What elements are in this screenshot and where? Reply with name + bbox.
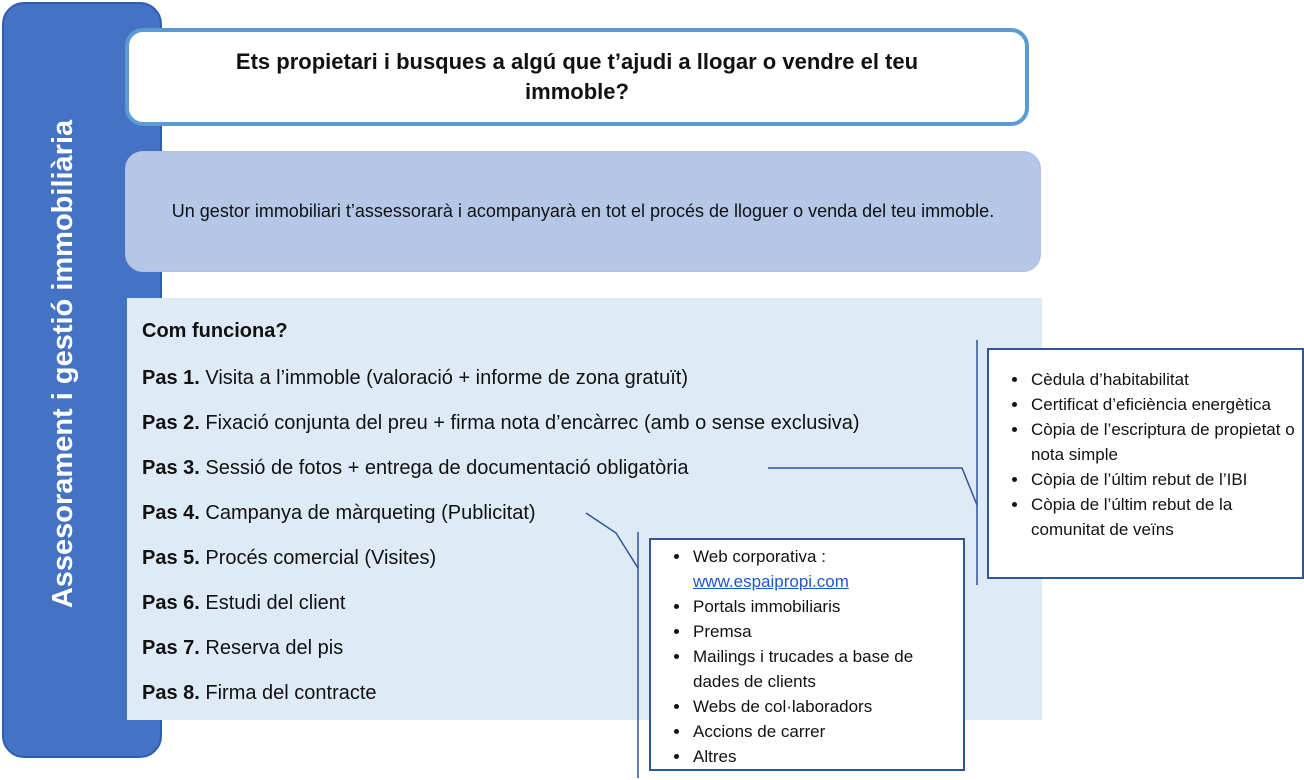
step-text: Sessió de fotos + entrega de documentació obligatòria (199, 457, 689, 479)
docs-callout-leader (768, 468, 977, 505)
list-item: • Cèdula d’habitabilitat (1029, 367, 1302, 392)
list-item: • Certificat d’eficiència energètica (1029, 392, 1302, 417)
step-label: Pas 4. (142, 502, 200, 524)
step-text: Fixació conjunta del preu + firma nota d’encàrrec (amb o sense exclusiva) (199, 412, 860, 434)
step-text: Procés comercial (Visites) (199, 547, 437, 569)
marketing-callout (649, 538, 965, 771)
step-label: Pas 2. (142, 412, 200, 434)
list-item: • Còpia de l’escriptura de propietat o nota simple (1029, 417, 1302, 467)
media-callout-leader (586, 513, 638, 568)
step-label: Pas 3. (142, 457, 200, 479)
list-item-web (691, 544, 963, 594)
list-item: • Mailings i trucades a base de dades de clients (691, 644, 963, 694)
intro-text: Un gestor immobiliari t’assessorarà i acompanyarà en tot el procés de lloguer o venda del teu immoble. (171, 201, 995, 221)
list-item: • Còpia de l’últim rebut de l’IBI (1029, 467, 1302, 492)
step-label: Pas 5. (142, 547, 200, 569)
step-label: Pas 6. (142, 592, 200, 614)
list-item: • Còpia de l’últim rebut de la comunitat de veïns (1029, 492, 1302, 542)
list-item: • Premsa (691, 619, 963, 644)
web-label: Web corporativa : (693, 547, 826, 566)
step-label: Pas 7. (142, 637, 200, 659)
steps-heading: Com funciona? (142, 320, 288, 342)
documents-list (989, 367, 1302, 542)
step-label: Pas 8. (142, 682, 200, 704)
list-item: • Altres (691, 744, 963, 769)
step-text: Campanya de màrqueting (Publicitat) (199, 502, 536, 524)
documents-callout (987, 348, 1304, 579)
step-text: Reserva del pis (199, 637, 344, 659)
step-label: Pas 1. (142, 367, 200, 389)
list-item: • Portals immobiliaris (691, 594, 963, 619)
list-item: • Accions de carrer (691, 719, 963, 744)
step-text: Visita a l’immoble (valoració + informe de zona gratuït) (199, 367, 689, 389)
list-item: • Webs de col·laboradors (691, 694, 963, 719)
website-link[interactable]: www.espaipropi.com (693, 572, 849, 591)
step-text: Estudi del client (199, 592, 346, 614)
sidebar-title: Assesorament i gestió immobiliària (47, 119, 79, 609)
question-title: Ets propietari i busques a algú que t’ajudi a llogar o vendre el teu immoble? (235, 49, 919, 104)
marketing-list (651, 544, 963, 769)
step-text: Firma del contracte (199, 682, 377, 704)
